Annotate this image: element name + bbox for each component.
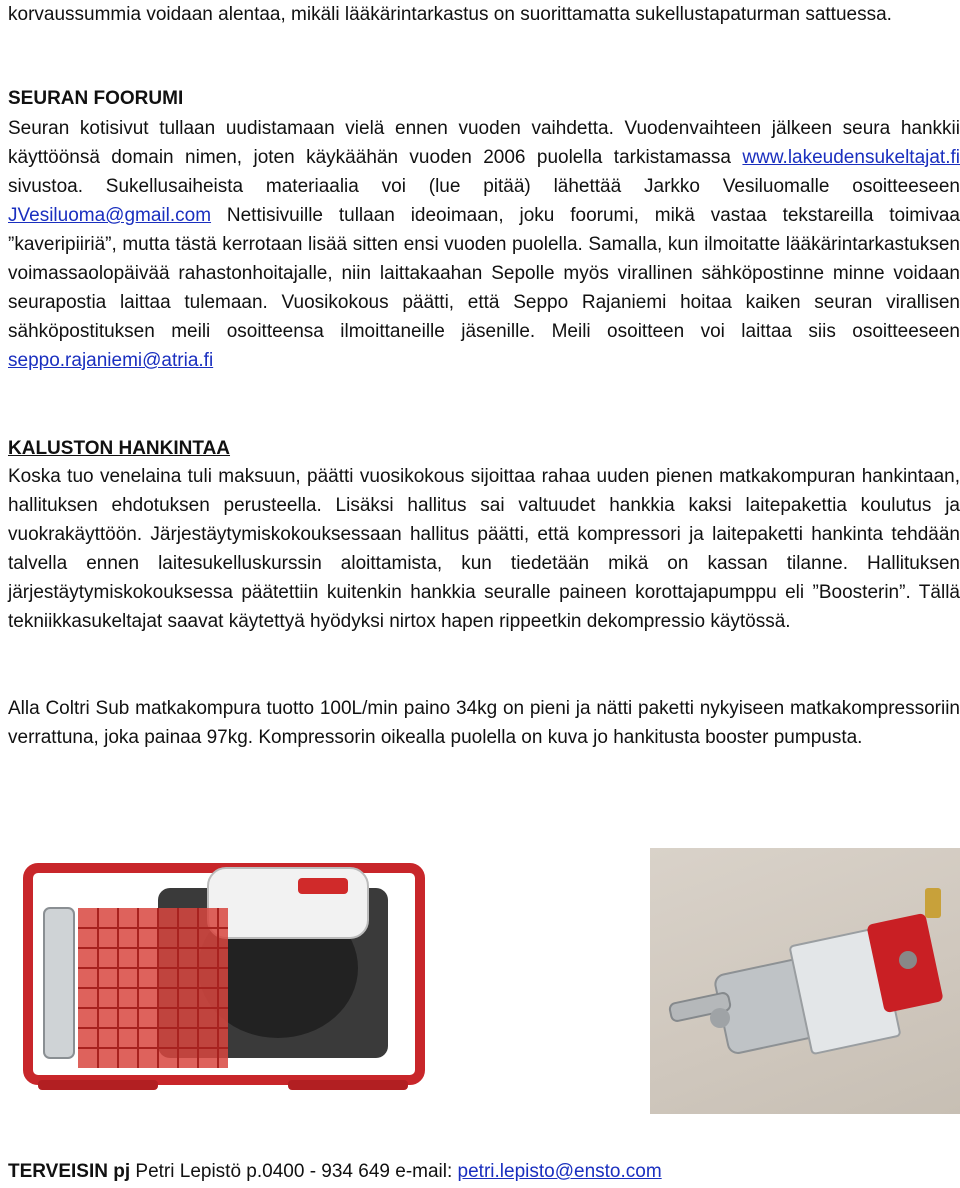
forum-text-c: Nettisivuille tullaan ideoimaan, joku foorumi, mikä vastaa tekstareilla toimivaa ”kaveripiiriä”, mutta tästä kerrotaan lisää sitten ensi vuoden puolella. Samalla, kun ilmoitatte lääkärintarkastuksen voimassaolopäivää rahastonhoitajalle, niin laittakaahan Sepolle myös virallinen sähköpostinne minne voidaan seurapostia laittaa tulemaan. Vuosikokous päätti, että Seppo Rajaniemi hoitaa kaiken seuran virallisen sähköpostituksen meili osoitteensa ilmoittaneille jäsenille. Meili osoitteen voi laittaa siis osoitteeseen [8,205,960,342]
footer-signature [8,1158,662,1186]
footer-email-link[interactable]: petri.lepisto@ensto.com [457,1161,662,1182]
footer-greeting: TERVEISIN pj [8,1161,131,1182]
compressor-photo [8,848,438,1120]
booster-photo [650,848,960,1114]
equipment-paragraph-1: Koska tuo venelaina tuli maksuun, päätti vuosikokous sijoittaa rahaa uuden pienen matkakompuran hankintaan, hallituksen ehdotuksen perusteella. Lisäksi hallitus sai valtuudet hankkia kaksi laitepakettia koulutus ja vuokrakäyttöön. Järjestäytymiskokouksessaan hallitus päätti, että kompressori ja laitepaketti hankinta tehdään talvella ennen laitesukelluskurssin aloittamista, kun tiedetään mikä on kassan tilanne. Hallituksen järjestäytymiskokouksessa päätettiin kuitenkin hankkia seuralle paineen korottajapumppu eli ”Boosterin”. Tällä tekniikkasukeltajat saavat käytettyä hyödyksi nirtox hapen rippeetkin dekompressio käytössä. [8,466,960,632]
footer-contact: Petri Lepistö p.0400 - 934 649 e-mail: [130,1161,458,1182]
equipment-heading: KALUSTON HANKINTAA [8,438,231,459]
forum-text-b: sivustoa. Sukellusaiheista materiaalia voi (lue pitää) lähettää Jarkko Vesiluomalle osoitteeseen [8,176,960,197]
booster-illustration [650,848,960,1114]
forum-paragraph [8,114,960,375]
email-link-rajaniemi[interactable]: seppo.rajaniemi@atria.fi [8,350,214,371]
equipment-paragraph-2: Alla Coltri Sub matkakompura tuotto 100L/min paino 34kg on pieni ja nätti paketti nykyiseen matkakompressoriin verrattuna, joka painaa 97kg. Kompressorin oikealla puolella on kuva jo hankitusta booster pumpusta. [8,698,960,748]
intro-paragraph: korvaussummia voidaan alentaa, mikäli lääkärintarkastus on suorittamatta sukellustapaturman sattuessa. [8,4,892,25]
email-link-vesiluoma[interactable]: JVesiluoma@gmail.com [8,205,212,226]
site-link[interactable]: www.lakeudensukeltajat.fi [742,147,960,168]
forum-heading: SEURAN FOORUMI [8,88,184,109]
compressor-illustration [8,848,438,1120]
forum-text-a: Seuran kotisivut tullaan uudistamaan vielä ennen vuoden vaihdetta. Vuodenvaihteen jälkeen seura hankkii käyttöönsä domain nimen, joten käykäähän vuoden 2006 puolella tarkistamassa [8,118,960,168]
